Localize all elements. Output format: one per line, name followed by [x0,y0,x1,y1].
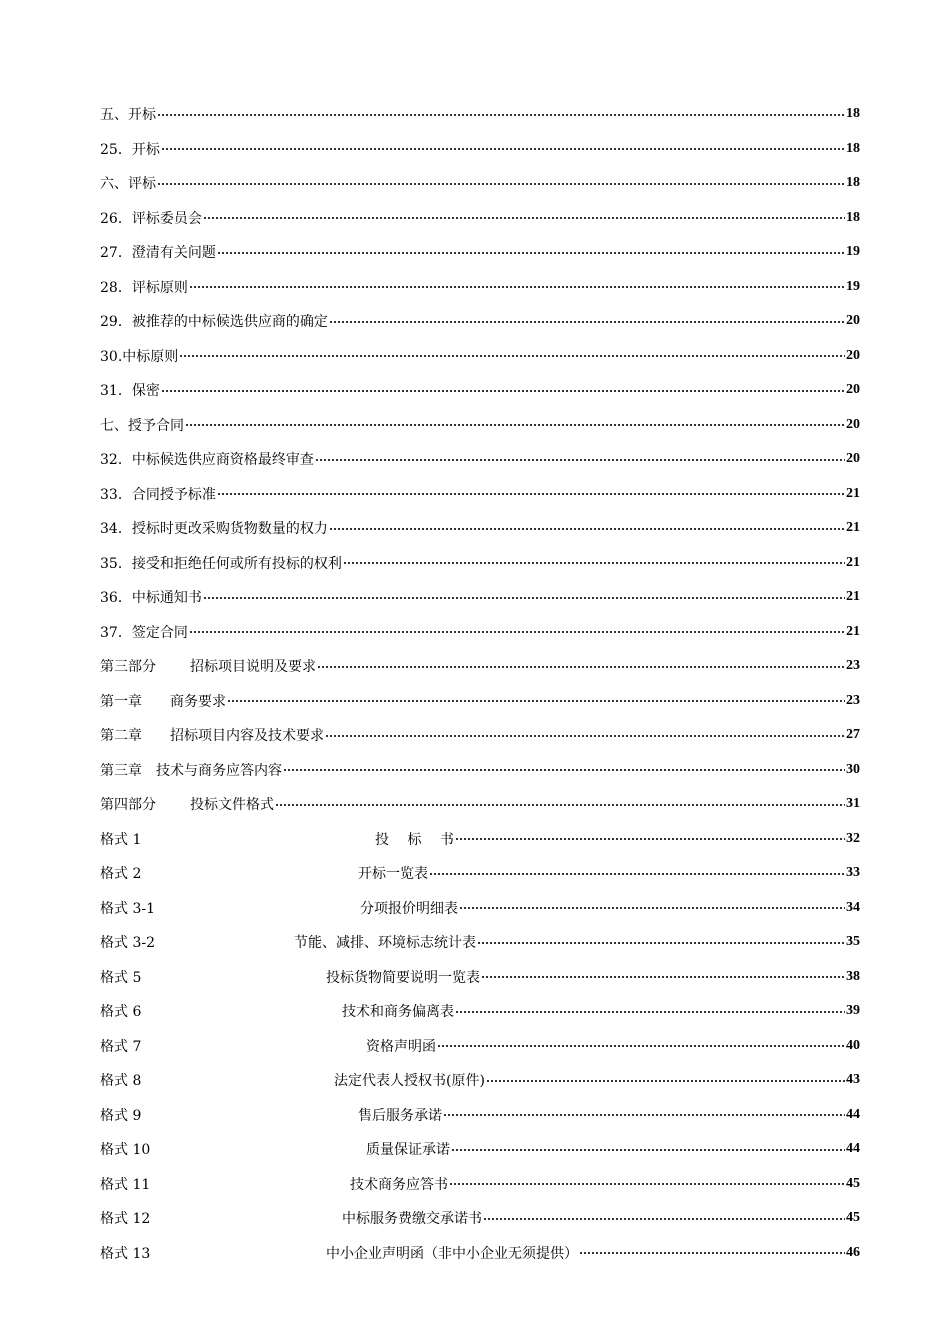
toc-format-entry[interactable]: 格式 2 开标一览表 33 [100,865,860,883]
toc-entry[interactable] [100,477,860,512]
dot-leader [217,493,845,495]
toc-entry[interactable] [100,442,860,477]
toc-entry-label: 34．授标时更改采购货物数量的权力 [100,518,328,538]
dot-leader [455,838,845,840]
toc-page-number: 44 [846,1141,860,1157]
format-title: 开标一览表 [358,866,428,883]
toc-page-number: 20 [846,313,860,329]
toc-page-number: 21 [846,589,860,605]
toc-entry-label: 31．保密 [100,380,160,400]
toc-entry-label: 29．被推荐的中标候选供应商的确定 [100,311,328,331]
toc-entry-label: 28．评标原则 [100,277,188,297]
toc-format-entry[interactable]: 格式 3-2 节能、减排、环境标志统计表 35 [100,934,860,952]
toc-format-entry[interactable]: 格式 13 中小企业声明函（非中小企业无须提供） 46 [100,1244,860,1262]
toc-entry[interactable] [100,339,860,374]
toc-page-number: 45 [846,1210,860,1226]
dot-leader [315,459,845,461]
toc-entry[interactable] [100,166,860,201]
toc-entry[interactable] [100,373,860,408]
toc-entry-label [100,794,274,814]
dot-leader [161,148,845,150]
toc-page-number: 43 [846,1072,860,1088]
toc-page-number: 44 [846,1106,860,1122]
toc-page-number: 21 [846,485,860,501]
toc-entry[interactable] [100,408,860,443]
toc-page-number: 20 [846,347,860,363]
toc-section-entry[interactable] [100,718,860,753]
toc-entry-label [100,725,324,745]
toc-page-number: 38 [846,968,860,984]
section-title: 商务要求 [170,693,226,710]
toc-page-number: 19 [846,278,860,294]
toc-entry-label: 27．澄清有关问题 [100,242,216,262]
toc-page-number: 40 [846,1037,860,1053]
toc-page-number: 21 [846,554,860,570]
dot-leader [329,528,845,530]
format-title: 技术商务应答书 [350,1176,448,1193]
toc-page-number: 27 [846,727,860,743]
section-prefix: 第四部分 [100,797,156,814]
toc-page-number: 35 [846,934,860,950]
format-title: 节能、减排、环境标志统计表 [294,935,476,952]
dot-leader [275,804,845,806]
dot-leader [481,976,845,978]
format-title: 中小企业声明函（非中小企业无须提供） [326,1245,578,1262]
format-title: 中标服务费缴交承诺书 [342,1211,482,1228]
section-title: 招标项目说明及要求 [190,659,316,676]
dot-leader [325,735,845,737]
toc-format-entry[interactable]: 格式 7 资格声明函 40 [100,1037,860,1055]
dot-leader [189,286,845,288]
toc-format-entry[interactable]: 格式 11 技术商务应答书 45 [100,1175,860,1193]
toc-section-entry[interactable] [100,787,860,822]
toc-format-entry[interactable]: 格式 1 投 标 书 32 [100,830,860,848]
toc-entry[interactable] [100,546,860,581]
toc-format-entry[interactable]: 格式 12 中标服务费缴交承诺书 45 [100,1210,860,1228]
toc-entry[interactable] [100,580,860,615]
format-title: 分项报价明细表 [360,900,458,917]
section-title: 投标文件格式 [190,797,274,814]
toc-entry[interactable] [100,615,860,650]
toc-page-number: 34 [846,899,860,915]
toc-entry[interactable] [100,97,860,132]
format-title: 质量保证承诺 [366,1142,450,1159]
toc-page-number: 21 [846,520,860,536]
dot-leader [227,700,845,702]
toc-page-number: 18 [846,209,860,225]
toc-entry-label: 30.中标原则 [100,346,178,366]
dot-leader [185,424,845,426]
toc-page-number: 30 [846,761,860,777]
toc-entry-label: 32．中标候选供应商资格最终审查 [100,449,314,469]
dot-leader [486,1080,845,1082]
section-title: 招标项目内容及技术要求 [170,728,324,745]
dot-leader [179,355,845,357]
toc-entry-label: 七、授予合同 [100,415,184,435]
dot-leader [459,907,845,909]
dot-leader [217,252,845,254]
toc-entry-label: 25．开标 [100,139,160,159]
toc-format-entry[interactable]: 格式 6 技术和商务偏离表 39 [100,1003,860,1021]
toc-page-number: 20 [846,451,860,467]
toc-page-number: 45 [846,1175,860,1191]
toc-page-number: 18 [846,106,860,122]
toc-page-number: 23 [846,692,860,708]
dot-leader [437,1045,845,1047]
section-prefix: 第三章 [100,762,142,779]
toc-page-number: 39 [846,1003,860,1019]
format-title: 技术和商务偏离表 [342,1004,454,1021]
toc-page-number: 31 [846,796,860,812]
toc-entry-label: 26．评标委员会 [100,208,202,228]
section-title: 技术与商务应答内容 [156,762,282,779]
dot-leader [317,666,845,668]
toc-page-number: 18 [846,175,860,191]
toc-format-entry[interactable]: 格式 10 质量保证承诺 44 [100,1141,860,1159]
toc-entry-label [100,656,316,676]
toc-page-number: 32 [846,830,860,846]
dot-leader [429,873,845,875]
toc-page-number: 19 [846,244,860,260]
dot-leader [477,942,845,944]
toc-section-entry[interactable] [100,753,860,788]
dot-leader [157,183,845,185]
section-prefix: 第二章 [100,728,142,745]
dot-leader [455,1011,845,1013]
toc-entry-label: 35．接受和拒绝任何或所有投标的权利 [100,553,342,573]
toc-page-number: 18 [846,140,860,156]
toc-entry[interactable] [100,270,860,305]
dot-leader [157,114,845,116]
toc-entry-label [100,691,226,711]
dot-leader [189,631,845,633]
dot-leader [451,1149,845,1151]
toc-format-entry[interactable]: 格式 8 法定代表人授权书(原件) 43 [100,1072,860,1090]
toc-entry-label [100,760,282,780]
toc-page-number: 21 [846,623,860,639]
dot-leader [483,1218,845,1220]
dot-leader [161,390,845,392]
dot-leader [449,1183,845,1185]
toc-entry-label: 六、评标 [100,173,156,193]
toc-section-entry[interactable] [100,649,860,684]
toc-entry[interactable] [100,132,860,167]
dot-leader [343,562,845,564]
toc-page-number: 23 [846,658,860,674]
toc-entry-label: 五、开标 [100,104,156,124]
format-title: 投标货物简要说明一览表 [326,969,480,986]
dot-leader [579,1252,845,1254]
table-of-contents [100,97,860,1270]
toc-page-number: 20 [846,382,860,398]
toc-section-entry[interactable] [100,684,860,719]
toc-format-entry[interactable]: 格式 3-1 分项报价明细表 34 [100,899,860,917]
toc-entry-label: 36．中标通知书 [100,587,202,607]
toc-entry[interactable] [100,201,860,236]
toc-entry[interactable] [100,235,860,270]
toc-entry-label: 33．合同授予标准 [100,484,216,504]
format-title: 投 标 书 [375,831,454,848]
dot-leader [329,321,845,323]
toc-entry[interactable] [100,304,860,339]
toc-page-number: 33 [846,865,860,881]
section-prefix: 第三部分 [100,659,156,676]
format-title: 售后服务承诺 [358,1107,442,1124]
toc-format-entry[interactable]: 格式 9 售后服务承诺 44 [100,1106,860,1124]
toc-format-entry[interactable]: 格式 5 投标货物简要说明一览表 38 [100,968,860,986]
toc-entry-label: 37．签定合同 [100,622,188,642]
format-title: 法定代表人授权书(原件) [334,1073,485,1090]
dot-leader [443,1114,845,1116]
toc-entry[interactable] [100,511,860,546]
dot-leader [203,217,845,219]
dot-leader [203,597,845,599]
dot-leader [283,769,845,771]
toc-page-number: 20 [846,416,860,432]
format-title: 资格声明函 [366,1038,436,1055]
toc-page-number: 46 [846,1244,860,1260]
section-prefix: 第一章 [100,693,142,710]
